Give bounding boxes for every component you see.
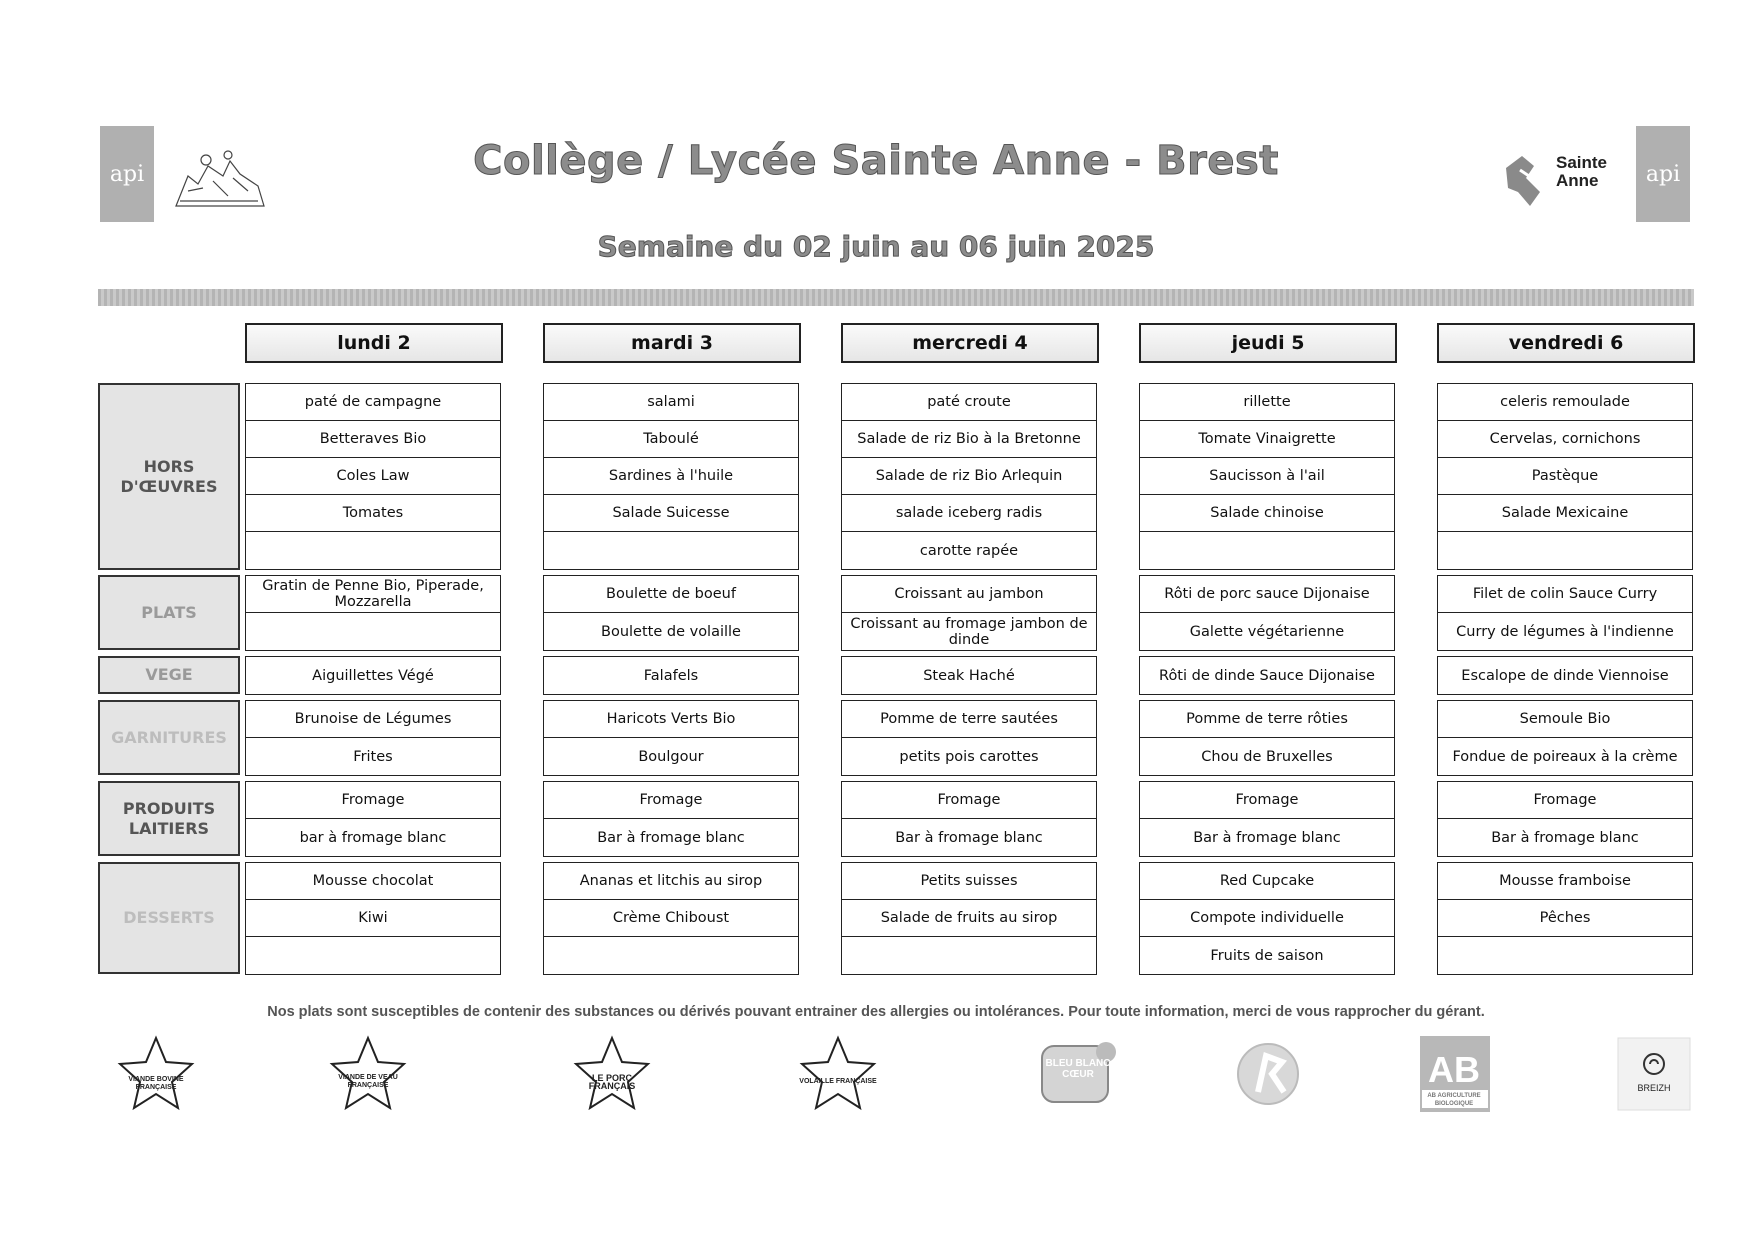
- menu-cell: Tomate Vinaigrette: [1140, 421, 1394, 458]
- api-logo-right: api: [1636, 126, 1690, 222]
- page-title: Collège / Lycée Sainte Anne - Brest: [473, 138, 1279, 184]
- menu-cell: [544, 532, 798, 569]
- volaille-francaise-icon: VOLAILLE FRANÇAISE: [798, 1034, 878, 1114]
- menu-cell: Salade de riz Bio Arlequin: [842, 458, 1096, 495]
- svg-text:AB: AB: [1428, 1049, 1480, 1090]
- wednesday-vege-group: [841, 656, 1097, 695]
- monday-garnitures-group: [245, 700, 501, 776]
- menu-cell: Pastèque: [1438, 458, 1692, 495]
- day-header-wednesday: mercredi 4: [841, 323, 1099, 363]
- menu-cell: Salade chinoise: [1140, 495, 1394, 532]
- category-garnitures: GARNITURES: [98, 700, 240, 775]
- menu-cell: Falafels: [643, 667, 699, 684]
- menu-cell: Boulette de boeuf: [544, 576, 798, 613]
- menu-cell: [246, 532, 500, 569]
- menu-cell: Brunoise de Légumes: [246, 701, 500, 738]
- menu-cell: Tomates: [246, 495, 500, 532]
- menu-cell: Bar à fromage blanc: [597, 829, 745, 846]
- day-header-monday: lundi 2: [245, 323, 503, 363]
- menu-cell: Galette végétarienne: [1189, 623, 1345, 640]
- menu-cell: Aiguillettes Végé: [312, 667, 434, 684]
- menu-cell: Filet de colin Sauce Curry: [1438, 576, 1692, 613]
- category-plats: PLATS: [98, 575, 240, 650]
- menu-cell: Gratin de Penne Bio, Piperade, Mozzarella: [246, 576, 500, 613]
- api-logo-left: api: [100, 126, 154, 222]
- menu-cell: carotte rapée: [919, 542, 1019, 559]
- tuesday-desserts-group: [543, 862, 799, 975]
- tuesday-produits-laitiers-group: [543, 781, 799, 857]
- category-hors-doeuvres: HORS D'ŒUVRES: [98, 383, 240, 570]
- wednesday-garnitures-group: [841, 700, 1097, 776]
- menu-cell: Cervelas, cornichons: [1438, 421, 1692, 458]
- menu-cell: Fromage: [1140, 782, 1394, 819]
- monday-vege-group: [245, 656, 501, 695]
- menu-cell: [842, 937, 1096, 974]
- thursday-hors-doeuvres-group: [1139, 383, 1395, 570]
- tuesday-plats-group: [543, 575, 799, 651]
- menu-cell: paté de campagne: [246, 384, 500, 421]
- menu-cell: Salade de riz Bio à la Bretonne: [842, 421, 1096, 458]
- menu-cell: Coles Law: [246, 458, 500, 495]
- viande-de-veau-francaise-icon: VIANDE DE VEAU FRANÇAISE: [328, 1034, 408, 1114]
- wednesday-hors-doeuvres-group: [841, 383, 1097, 570]
- menu-cell: Haricots Verts Bio: [544, 701, 798, 738]
- menu-cell: Salade Suicesse: [544, 495, 798, 532]
- menu-cell: Pêches: [1438, 900, 1692, 937]
- day-header-tuesday: mardi 3: [543, 323, 801, 363]
- menu-cell: Crème Chiboust: [544, 900, 798, 937]
- friday-desserts-group: [1437, 862, 1693, 975]
- menu-cell: Rôti de dinde Sauce Dijonaise: [1159, 667, 1375, 684]
- category-desserts: DESSERTS: [98, 862, 240, 974]
- menu-cell: Salade de fruits au sirop: [842, 900, 1096, 937]
- menu-cell: Taboulé: [544, 421, 798, 458]
- friday-vege-group: [1437, 656, 1693, 695]
- menu-cell: Croissant au jambon: [842, 576, 1096, 613]
- breizh-icon: BREIZH: [1614, 1034, 1694, 1114]
- menu-cell: Mousse chocolat: [246, 863, 500, 900]
- monday-produits-laitiers-group: [245, 781, 501, 857]
- header-divider-band: [98, 289, 1694, 306]
- menu-cell: Compote individuelle: [1140, 900, 1394, 937]
- menu-cell: Frites: [353, 748, 393, 765]
- menu-cell: Bar à fromage blanc: [1193, 829, 1341, 846]
- thursday-plats-group: [1139, 575, 1395, 651]
- friday-garnitures-group: [1437, 700, 1693, 776]
- friday-plats-group: [1437, 575, 1693, 651]
- menu-cell: Rôti de porc sauce Dijonaise: [1140, 576, 1394, 613]
- bleu-blanc-coeur-icon: BLEU BLANC CŒUR: [1036, 1034, 1120, 1114]
- category-produits-laitiers: PRODUITS LAITIERS: [98, 781, 240, 856]
- menu-cell: Fondue de poireaux à la crème: [1452, 748, 1678, 765]
- menu-cell: salade iceberg radis: [842, 495, 1096, 532]
- menu-cell: rillette: [1140, 384, 1394, 421]
- agriculture-biologique-icon: AB AB AGRICULTURE BIOLOGIQUE: [1414, 1034, 1494, 1114]
- menu-cell: [246, 937, 500, 974]
- allergy-notice: Nos plats sont susceptibles de contenir des substances ou dérivés pouvant entrainer des allergies ou intolérances. Pour toute information, merci de vous rapprocher du gérant.: [267, 1004, 1485, 1020]
- monday-plats-group: [245, 575, 501, 651]
- menu-cell: Croissant au fromage jambon de dinde: [850, 615, 1088, 648]
- menu-cell: Fromage: [842, 782, 1096, 819]
- menu-cell: Bar à fromage blanc: [895, 829, 1043, 846]
- menu-cell: [1140, 532, 1394, 569]
- week-subtitle: Semaine du 02 juin au 06 juin 2025: [597, 230, 1155, 263]
- thursday-garnitures-group: [1139, 700, 1395, 776]
- day-header-thursday: jeudi 5: [1139, 323, 1397, 363]
- menu-cell: celeris remoulade: [1438, 384, 1692, 421]
- menu-cell: Salade Mexicaine: [1438, 495, 1692, 532]
- menu-cell: Bar à fromage blanc: [1491, 829, 1639, 846]
- menu-cell: bar à fromage blanc: [299, 829, 447, 846]
- menu-cell: Red Cupcake: [1140, 863, 1394, 900]
- monday-desserts-group: [245, 862, 501, 975]
- menu-cell: Petits suisses: [842, 863, 1096, 900]
- category-vege: VEGE: [98, 656, 240, 694]
- menu-cell: Boulgour: [638, 748, 704, 765]
- menu-cell: [1438, 532, 1692, 569]
- menu-cell: Boulette de volaille: [601, 623, 741, 640]
- thursday-desserts-group: [1139, 862, 1395, 975]
- menu-cell: Ananas et litchis au sirop: [544, 863, 798, 900]
- tuesday-vege-group: [543, 656, 799, 695]
- label-rouge-icon: [1228, 1034, 1308, 1114]
- menu-cell: petits pois carottes: [899, 748, 1039, 765]
- menu-cell: Escalope de dinde Viennoise: [1461, 667, 1669, 684]
- tuesday-hors-doeuvres-group: [543, 383, 799, 570]
- menu-cell: Kiwi: [246, 900, 500, 937]
- le-porc-francais-icon: LE PORC FRANÇAIS: [572, 1034, 652, 1114]
- menu-cell: Chou de Bruxelles: [1201, 748, 1333, 765]
- menu-cell: Steak Haché: [923, 667, 1015, 684]
- day-header-friday: vendredi 6: [1437, 323, 1695, 363]
- menu-cell: [544, 937, 798, 974]
- menu-cell: Fromage: [544, 782, 798, 819]
- wednesday-produits-laitiers-group: [841, 781, 1097, 857]
- tuesday-garnitures-group: [543, 700, 799, 776]
- monday-hors-doeuvres-group: [245, 383, 501, 570]
- viande-bovine-francaise-icon: VIANDE BOVINE FRANÇAISE: [116, 1034, 196, 1114]
- menu-cell: Pomme de terre rôties: [1140, 701, 1394, 738]
- menu-cell: [246, 613, 500, 650]
- menu-cell: salami: [544, 384, 798, 421]
- menu-cell: Sardines à l'huile: [544, 458, 798, 495]
- menu-cell: Betteraves Bio: [246, 421, 500, 458]
- wednesday-desserts-group: [841, 862, 1097, 975]
- menu-cell: Saucisson à l'ail: [1140, 458, 1394, 495]
- menu-cell: Fruits de saison: [1210, 947, 1324, 964]
- menu-cell: Curry de légumes à l'indienne: [1456, 623, 1674, 640]
- menu-cell: Mousse framboise: [1438, 863, 1692, 900]
- menu-cell: paté croute: [842, 384, 1096, 421]
- thursday-produits-laitiers-group: [1139, 781, 1395, 857]
- menu-cell: Fromage: [1438, 782, 1692, 819]
- sainte-anne-logo: Sainte Anne: [1500, 148, 1610, 210]
- friday-hors-doeuvres-group: [1437, 383, 1693, 570]
- friday-produits-laitiers-group: [1437, 781, 1693, 857]
- menu-cell: Semoule Bio: [1438, 701, 1692, 738]
- menu-cell: [1438, 937, 1692, 974]
- menu-cell: Fromage: [246, 782, 500, 819]
- wednesday-plats-group: [841, 575, 1097, 651]
- thursday-vege-group: [1139, 656, 1395, 695]
- menu-cell: Pomme de terre sautées: [842, 701, 1096, 738]
